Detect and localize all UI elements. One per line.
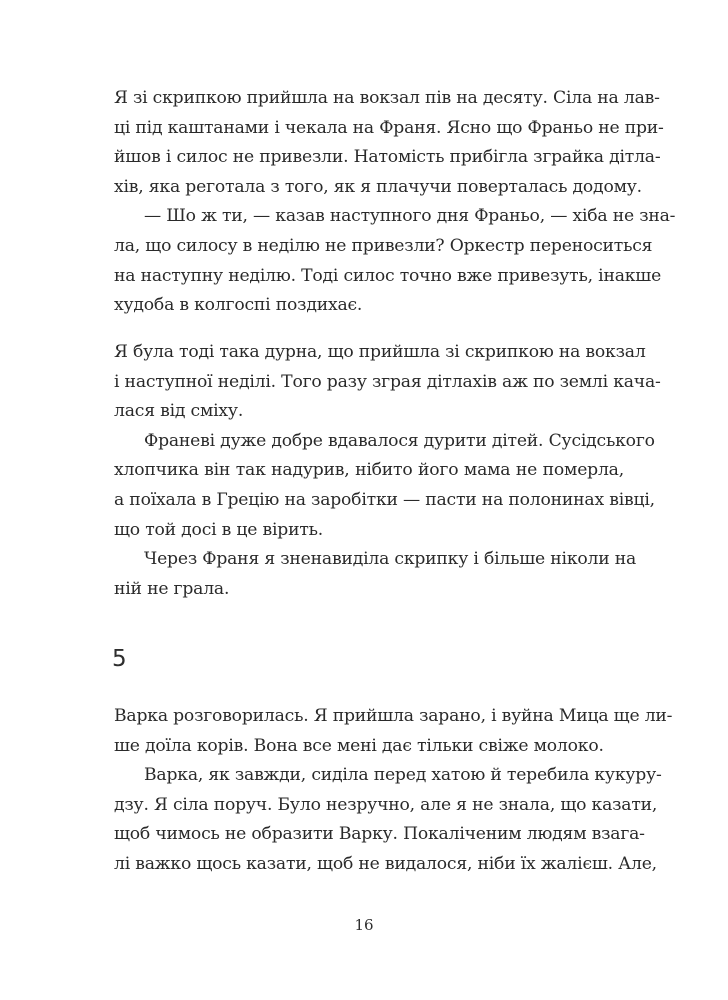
text-line: — Шо ж ти, — казав наступного дня Франьо, — хіба не зна- <box>144 206 676 227</box>
text-line: що той досі в це вірить. <box>114 519 324 540</box>
text-line: дзу. Я сіла поруч. Було незручно, але я не знала, що казати, <box>114 794 658 815</box>
text-line: хів, яка реготала з того, як я плачучи поверталась додому. <box>114 176 642 197</box>
chapter-number: 5 <box>112 646 127 672</box>
text-line: ці під каштанами і чекала на Франя. Ясно що Франьо не при- <box>114 117 664 138</box>
page-number: 16 <box>354 916 374 934</box>
text-line: Я була тоді така дурна, що прийшла зі скрипкою на вокзал <box>114 342 646 362</box>
text-section-2 <box>114 338 661 604</box>
text-line: лася від сміху. <box>114 401 244 422</box>
text-line: і наступної неділі. Того разу зграя дітлахів аж по землі кача- <box>114 371 661 392</box>
text-line: Франеві дуже добре вдавалося дурити дітей. Сусідського <box>144 430 655 451</box>
text-section-1 <box>114 84 676 321</box>
text-line: ній не грала. <box>114 578 230 599</box>
text-section-3 <box>114 702 673 880</box>
text-line: Варка розговорилась. Я прийшла зарано, і вуйна Мица ще ли- <box>114 706 673 726</box>
text-line: на наступну неділю. Тоді силос точно вже привезуть, інакше <box>114 265 662 286</box>
text-line: лі важко щось казати, щоб не видалося, ніби їх жалієш. Але, <box>114 853 657 874</box>
text-line: Я зі скрипкою прийшла на вокзал пів на десяту. Сіла на лав- <box>114 88 660 108</box>
text-line: худоба в колгоспі поздихає. <box>114 295 363 316</box>
text-line: йшов і силос не привезли. Натомість прибігла зграйка дітла- <box>114 147 661 168</box>
text-line: Варка, як завжди, сиділа перед хатою й теребила кукуру- <box>144 765 662 786</box>
text-line: Через Франя я зненавиділа скрипку і більше ніколи на <box>144 549 637 570</box>
text-line: ла, що силосу в неділю не привезли? Оркестр переноситься <box>114 235 653 256</box>
text-line: щоб чимось не образити Варку. Покаліченим людям взага- <box>114 824 645 845</box>
text-line: ше доїла корів. Вона все мені дає тільки свіже молоко. <box>114 735 604 756</box>
text-line: а поїхала в Грецію на заробітки — пасти на полонинах вівці, <box>114 489 655 510</box>
text-line: хлопчика він так надурив, нібито його мама не померла, <box>114 460 624 481</box>
